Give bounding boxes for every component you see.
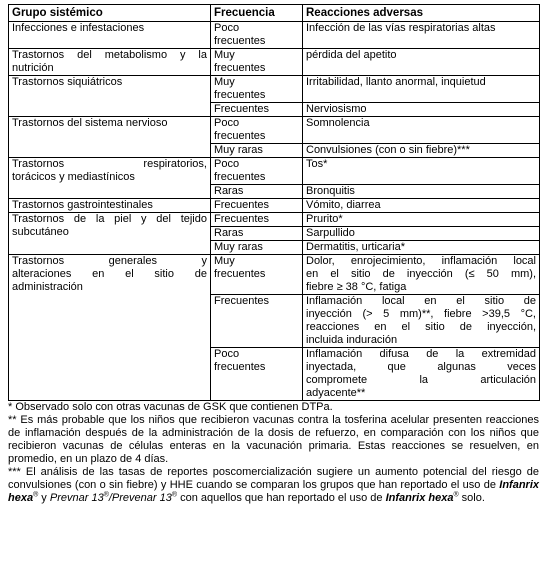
footnotes <box>8 401 539 505</box>
frequency-cell: Poco frecuentes <box>211 117 303 144</box>
frequency-cell: Poco frecuentes <box>211 22 303 49</box>
footnote-1: * Observado solo con otras vacunas de GSK que contienen DTPa. <box>8 401 333 413</box>
reaction-cell: Somnolencia <box>303 117 540 144</box>
header-grupo: Grupo sistémico <box>9 5 211 22</box>
registered-mark: ® <box>103 491 109 499</box>
reaction-cell: Sarpullido <box>303 227 540 241</box>
footnote-2: ** Es más probable que los niños que recibieron vacunas contra la tosferina acelular presenten reacciones de inflamación después de la administración de la dosis de refuerzo, en comparación con los niños que recibieron vacunas de células enteras en la vacunación primaria. Estas reacciones se resuelven, en promedio, en un plazo de 4 días. <box>8 414 539 465</box>
brand-prevnar-13: Prevnar 13 <box>49 492 104 504</box>
table-row <box>9 213 540 227</box>
reaction-cell: pérdida del apetito <box>303 49 540 76</box>
frequency-cell: Frecuentes <box>211 213 303 227</box>
table-row <box>9 255 540 295</box>
registered-mark: ® <box>171 491 178 499</box>
reaction-cell: Dermatitis, urticaria* <box>303 241 540 255</box>
group-cell: Trastornos generales y alteraciones en el sitio de administración <box>9 255 211 401</box>
group-cell: Trastornos del metabolismo y la nutrición <box>9 49 211 76</box>
table-row <box>9 158 540 185</box>
table-row <box>9 199 540 213</box>
frequency-cell: Poco frecuentes <box>211 158 303 185</box>
reaction-cell: Inflamación local en el sitio de inyección (> 5 mm)**, fiebre >39,5 °C, reacciones en el sitio de inyección, incluida induración <box>303 295 540 348</box>
footnote-3: *** El análisis de las tasas de reportes poscomercialización sugiere un aumento potencial del riesgo de convulsiones (con o sin fiebre) y HHE cuando se comparan los grupos que han reportado el uso de Infanrix hexa® y Prevnar 13®/Prevenar 13® con aquellos que han reportado el uso de Infanrix hexa® solo. <box>8 466 539 504</box>
adverse-reactions-table <box>8 4 540 401</box>
group-cell: Trastornos siquiátricos <box>9 76 211 117</box>
frequency-cell: Muy raras <box>211 144 303 158</box>
table-row <box>9 49 540 76</box>
table-row <box>9 117 540 144</box>
reaction-cell: Prurito* <box>303 213 540 227</box>
frequency-cell: Muy frecuentes <box>211 255 303 295</box>
reaction-cell: Infección de las vías respiratorias altas <box>303 22 540 49</box>
frequency-cell: Frecuentes <box>211 103 303 117</box>
frequency-cell: Muy frecuentes <box>211 76 303 103</box>
frequency-cell: Raras <box>211 185 303 199</box>
reaction-cell: Nerviosismo <box>303 103 540 117</box>
frequency-cell: Frecuentes <box>211 295 303 348</box>
group-cell: Trastornos gastrointestinales <box>9 199 211 213</box>
reaction-cell: Bronquitis <box>303 185 540 199</box>
header-reacciones: Reacciones adversas <box>303 5 540 22</box>
reaction-cell: Dolor, enrojecimiento, inflamación local en el sitio de inyección (≤ 50 mm), fiebre ≥ 38 °C, fatiga <box>303 255 540 295</box>
reaction-cell: Tos* <box>303 158 540 185</box>
table-row <box>9 22 540 49</box>
frequency-cell: Muy frecuentes <box>211 49 303 76</box>
frequency-cell: Raras <box>211 227 303 241</box>
registered-mark: ® <box>453 491 459 499</box>
frequency-cell: Poco frecuentes <box>211 348 303 401</box>
table-header-row <box>9 5 540 22</box>
group-cell: Infecciones e infestaciones <box>9 22 211 49</box>
reaction-cell: Vómito, diarrea <box>303 199 540 213</box>
registered-mark: ® <box>33 491 39 499</box>
group-cell: Trastornos respiratorios, torácicos y mediastínicos <box>9 158 211 199</box>
frequency-cell: Muy raras <box>211 241 303 255</box>
group-cell: Trastornos de la piel y del tejido subcutáneo <box>9 213 211 255</box>
brand-prevenar-13: Prevenar 13 <box>111 492 172 504</box>
frequency-cell: Frecuentes <box>211 199 303 213</box>
reaction-cell: Irritabilidad, llanto anormal, inquietud <box>303 76 540 103</box>
group-cell: Trastornos del sistema nervioso <box>9 117 211 158</box>
brand-infanrix-hexa: Infanrix hexa <box>385 492 454 504</box>
header-frecuencia: Frecuencia <box>211 5 303 22</box>
brand-infanrix-hexa: Infanrix hexa <box>8 479 539 504</box>
document <box>8 4 539 505</box>
reaction-cell: Convulsiones (con o sin fiebre)*** <box>303 144 540 158</box>
table-row <box>9 76 540 103</box>
reaction-cell: Inflamación difusa de la extremidad inyectada, que algunas veces compromete la articulación adyacente** <box>303 348 540 401</box>
